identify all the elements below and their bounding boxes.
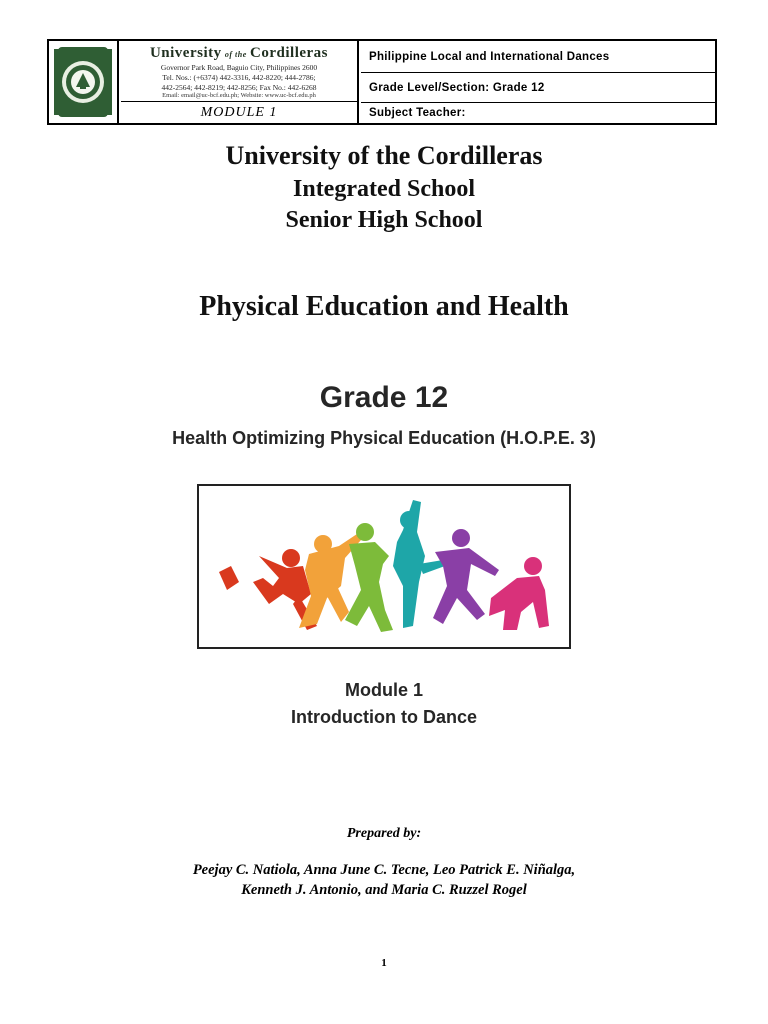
university-info-cell <box>121 41 359 123</box>
integrated-school-title: Integrated School <box>293 176 475 202</box>
subject-title: Physical Education and Health <box>199 291 569 322</box>
wordmark-university: University <box>149 45 222 61</box>
module-label: MODULE 1 <box>200 105 278 120</box>
address-line: Governor Park Road, Baguio City, Philippines 2600 <box>160 63 318 72</box>
dancers-illustration <box>197 484 571 649</box>
senior-high-title: Senior High School <box>285 207 483 233</box>
module-number: Module 1 <box>344 680 423 700</box>
university-title: University of the Cordilleras <box>225 141 543 170</box>
university-seal-logo <box>54 45 112 119</box>
header-table <box>47 39 717 125</box>
university-info <box>121 41 357 102</box>
dancer-purple <box>433 529 499 624</box>
seal-cell <box>49 41 119 123</box>
course-info-cell <box>361 41 715 123</box>
course-title: Philippine Local and International Dances <box>361 41 715 73</box>
page-number: 1 <box>381 957 387 969</box>
tel-line: Tel. Nos.: (+6374) 442-3316, 442-8220; 444-2786; <box>162 73 316 82</box>
wordmark-of-the: of the <box>224 50 247 59</box>
dancer-red <box>219 549 317 630</box>
wordmark-cordilleras: Cordilleras <box>250 45 329 61</box>
prepared-by-label: Prepared by: <box>346 826 422 841</box>
tel-line-2: 442-2564; 442-8219; 442-8256; Fax No.: 442-6268 <box>161 83 317 92</box>
hope-title: Health Optimizing Physical Education (H.O.P.E. 3) <box>172 428 596 448</box>
dancer-pink <box>489 557 549 630</box>
subject-teacher: Subject Teacher: <box>369 107 466 119</box>
dancer-silhouettes <box>199 486 569 647</box>
authors-line-2: Kenneth J. Antonio, and Maria C. Ruzzel Rogel <box>241 882 527 898</box>
authors-line-1: Peejay C. Natiola, Anna June C. Tecne, Leo Patrick E. Niñalga, <box>192 862 576 878</box>
university-wordmark <box>121 45 357 62</box>
grade-title: Grade 12 <box>319 381 449 414</box>
grade-level-section: Grade Level/Section: Grade 12 <box>361 73 715 103</box>
module-title: Introduction to Dance <box>291 707 477 727</box>
email-line: Email: email@uc-bcf.edu.ph; Website: www.uc-bcf.edu.ph <box>162 92 316 99</box>
